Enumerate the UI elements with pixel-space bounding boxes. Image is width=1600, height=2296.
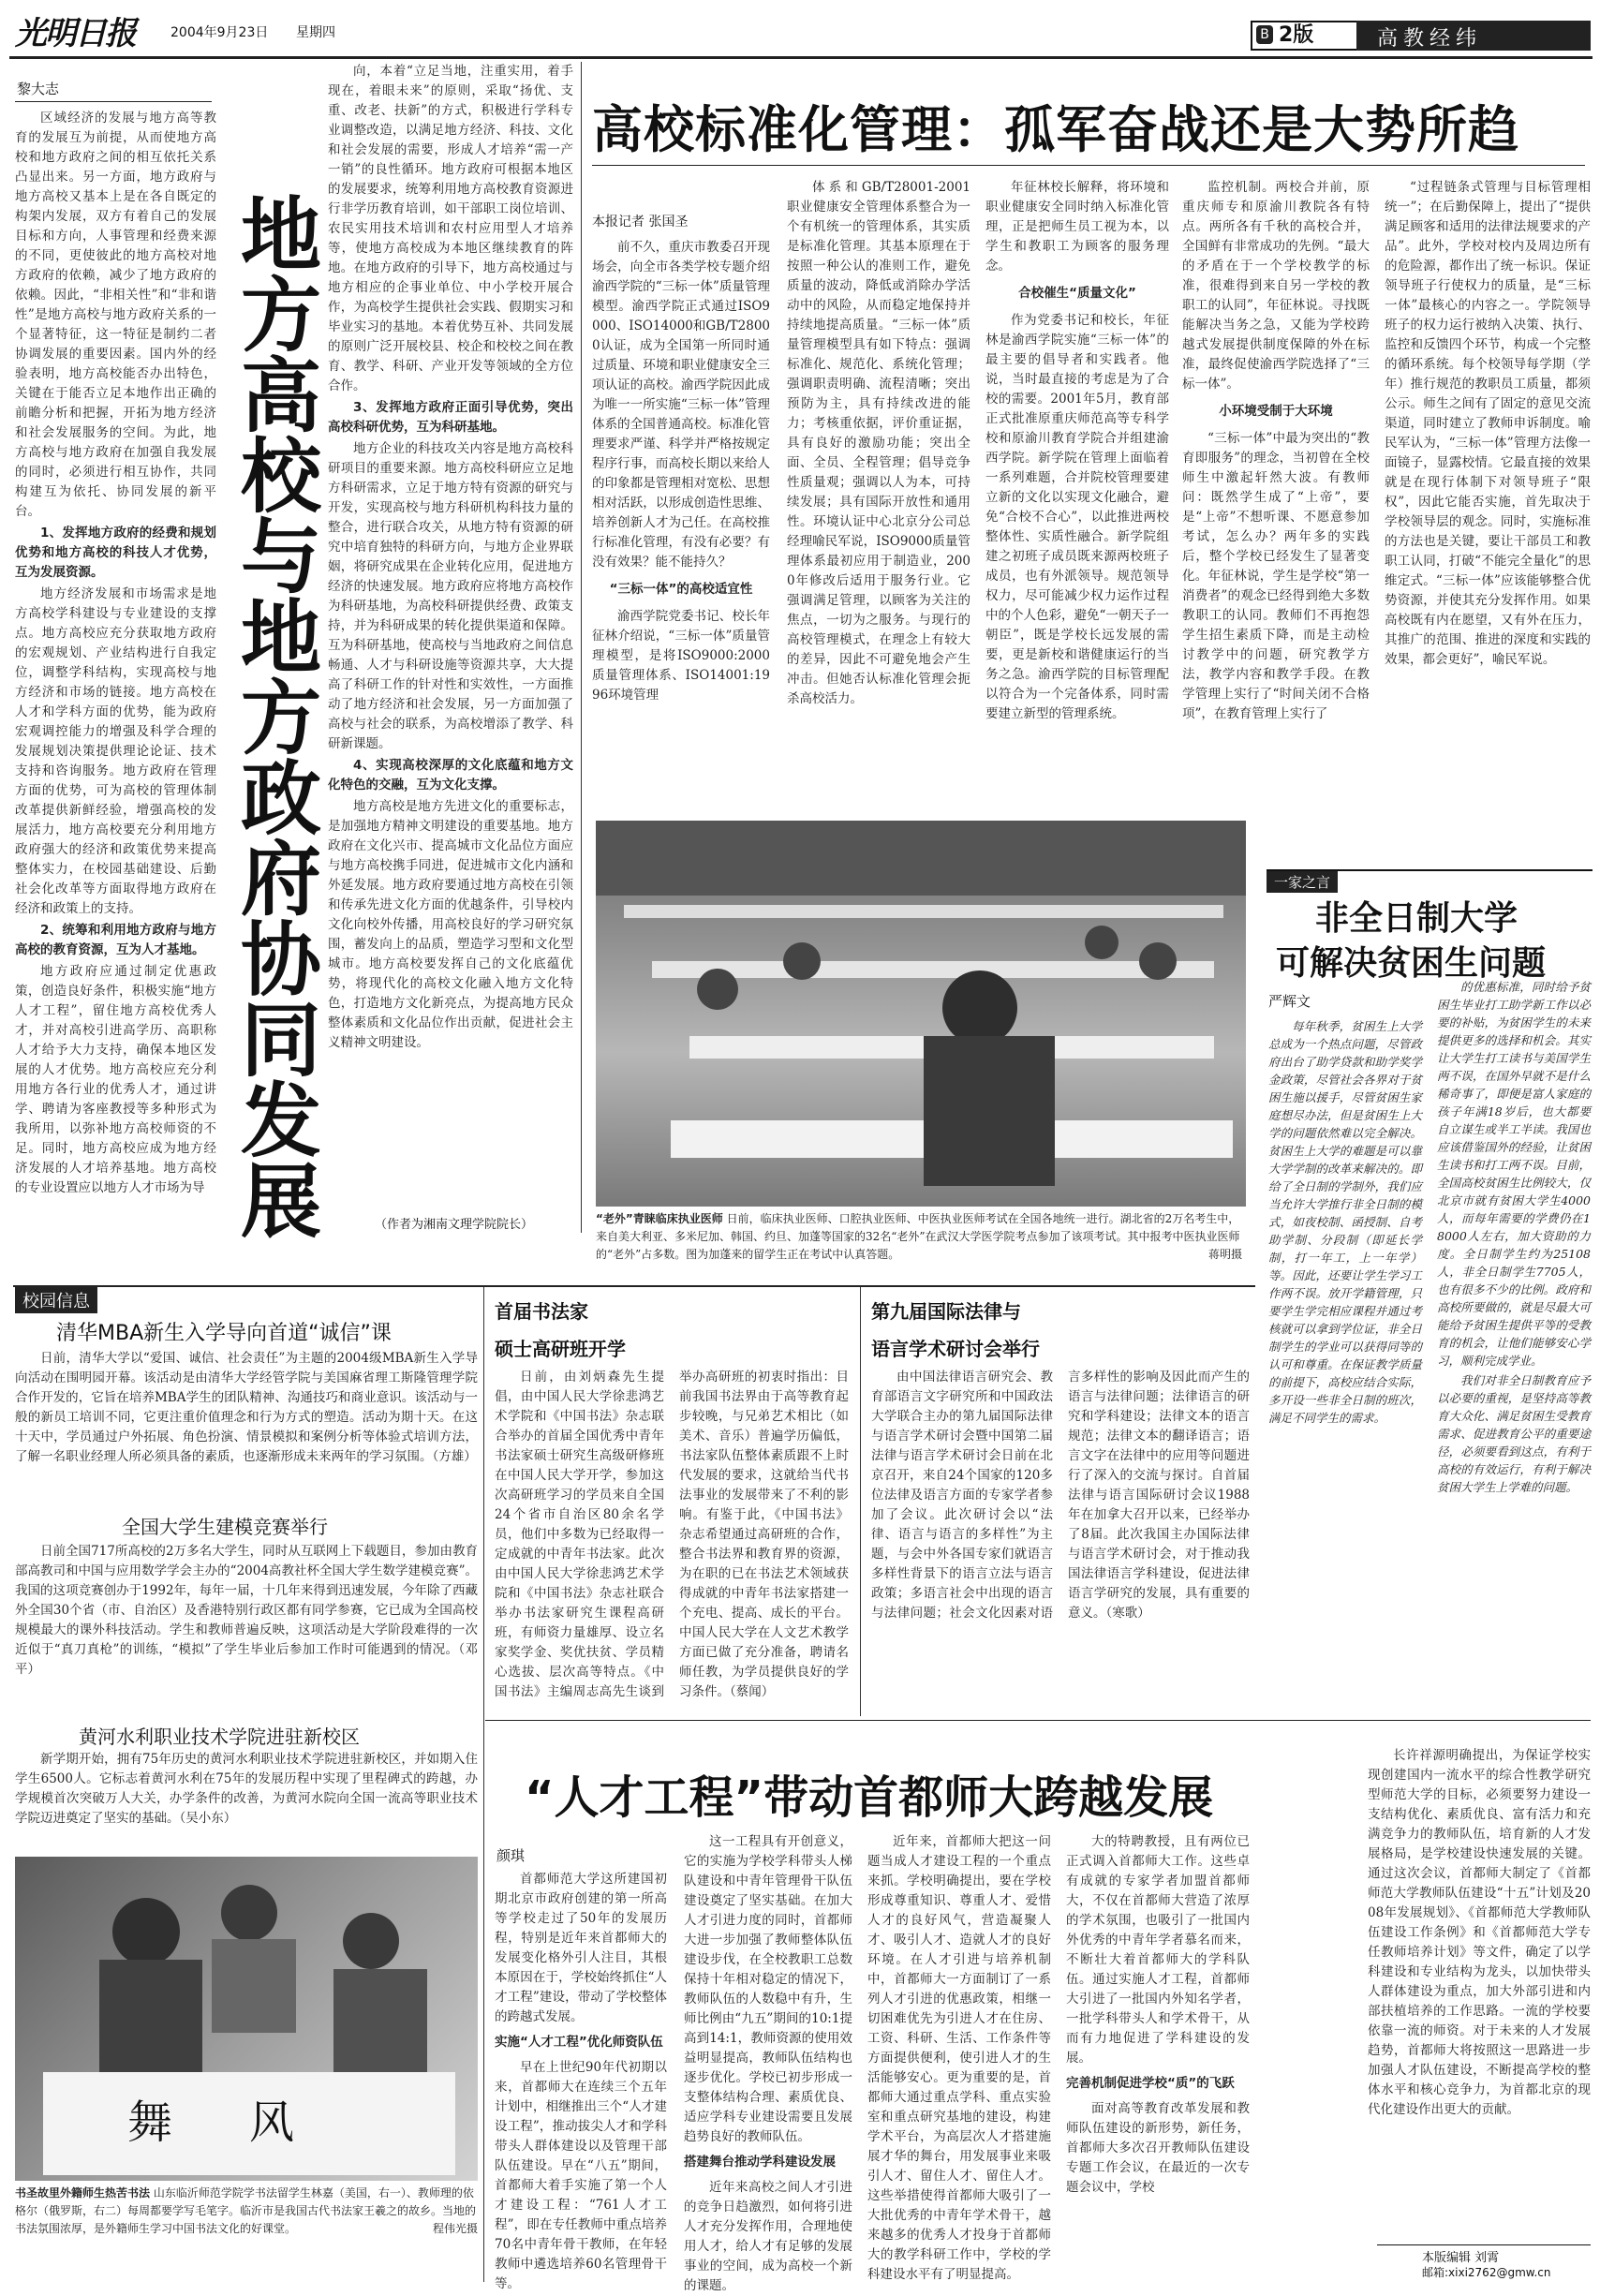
art2-col4-para: “三标一体”中最为突出的“教育即服务”的理念，当初曾在全校师生中激起轩然大波。有教师问：既然学生成了“上帝”，要是“上帝”不想听课、不愿意参加考试，怎么办？两年多的实践后，整个学校已经发生了显著变化。年征林说，学生是学校“第一消费者”的观念已经得到绝大多数教职工的认同。教师们不再抱怨学生招生素质下降，而是主动检讨教学中的问题，研究教学方法，教学内容和教学手段。在教学管理上实行了“时间关闭不合格项”，在教育管理上实行了 (1182, 431, 1370, 721)
art1-col1-para: 区域经济的发展与地方高等教育的发展互为前提，从而使地方高校和地方政府之间的相互依托关系凸显出来。另一方面，地方政府与地方高校又基本上是在各自既定的构架内发展，双方有着自己的发展目标和方向，人事管理和经费来源的不同，更使彼此的地方高校对地方政府的依赖，减少了地方政府的依赖。因此，“非相关性”和“非和谐性”是地方高校与地方政府关系的一个显著特征，这一特征是制约二者协调发展的重要因素。国内外的经验表明，地方高校能否办出特色，关键在于能否立足本地作出正确的前瞻分析和把握，开拓为地方经济和社会发展服务的空间。为此，地方高校与地方政府在加强自我发展的同时，必须进行相互协作，共同构建互为依托、协同发展的新平台。 (15, 111, 216, 519)
art5-headline-2: 语言学术研讨会举行 (871, 1338, 1040, 1360)
art3-col1-para: 每年秋季，贫困生上大学总成为一个热点问题，尽管政府出台了助学贷款和助学奖学金政策，尽管社会各界对于贫困生施以援手，尽管贫困生家庭想尽办法，但是贫困生上大学的问题依然难以完全解决。贫困生上大学的难题是可以靠大学学制的改革来解决的。即给了全日制的学制外，我们应当允许大学推行非全日制的模式，如夜校制、函授制、自考助学制、分段制（即延长学制，打一年工，上一年学）等。因此，还要让学生学习工作两不误。放开学籍管理，只要学生学完相应课程并通过考核就可以拿到学位证，非全日制学生的学业可以获得同等的认可和尊重。在保证教学质量的前提下，高校应结合实际，多开设一些非全日制的班次，满足不同学生的需求。 (1268, 1019, 1422, 1425)
campus-news-2-para: 日前全国717所高校的2万多名大学生，同时从互联网上下载题目，参加由教育部高教司和中国与应用数学学会主办的“2004高教社杯全国大学生数学建模竞赛”。我国的这项竞赛创办于1992年，每年一届，十几年来得到迅速发展，今年除了西藏外全国30个省（市、自治区）及香港特别行政区都有同学参赛，它已成为全国高校规模最大的课外科技活动。学生和教师普遍反映，这项活动是大学阶段难得的一次近似于“真刀真枪”的训练，“模拟”了学生毕业后参加工作时可能遇到的情况。（邓平） (15, 1544, 478, 1677)
art1-subhead-4: 4、实现高校深厚的文化底蕴和地方文化特色的交融，互为文化支撑。 (328, 758, 573, 792)
art6-column-1 (495, 1870, 667, 2291)
page-editor: 本版编辑 刘霄 (1422, 2251, 1500, 2265)
art2-column-3 (985, 178, 1169, 792)
art6-column-2 (684, 1832, 852, 2293)
art2-byline: 本报记者 张国圣 (592, 215, 689, 230)
art5-body (871, 1368, 1250, 1716)
photo-exam-hall-illustration (596, 821, 1246, 1207)
art1-headline: 地方高校与地方政府协同发展 (227, 192, 320, 1239)
art4-headline-1: 首届书法家 (495, 1300, 588, 1323)
art2-col1-para: 渝西学院党委书记、校长年征林介绍说，“三标一体”质量管理模型，是将ISO9000:2000质量管理体系、ISO14001:1996环境管理 (592, 609, 770, 703)
art1-column-2-top (328, 62, 573, 1223)
section-rule (485, 1720, 1591, 1721)
art2-col2-para: 体系和GB/T28001-2001职业健康安全管理体系整合为一个有机统一的管理体系，其实质是标准化管理。其基本原理在于按照一种公认的准则工作，避免质量的波动，降低或消除办学活动中的风险，从而稳定地保持并持续地提高质量。“三标一体”质量管理模型具有如下特点：强调标准化、规范化、系统化管理；强调职责明确、流程清晰；突出预防为主，具有持续改进的能力；考核重依据，评价重证据，具有良好的激励功能；突出全面、全员、全程管理；倡导竞争性质量观；强调以人为本，可持续发展；具有国际开放性和通用性。环境认证中心北京分公司总经理喻民军说，ISO9000质量管理体系最初应用于制造业，2000年修改后适用于服务行业。它强调满足管理，以顾客为关注的焦点，一切为之服务。与现行的高校管理模式，在理念上有较大的差异，因此不可避免地会产生冲击。但她否认标准化管理会扼杀高校活力。 (787, 180, 970, 706)
art6-col2-para: 这一工程具有开创意义，它的实施为学校学科带头人梯队建设和中青年管理骨干队伍建设奠定了坚实基础。在加大人才引进力度的同时，首都师大进一步加强了教师整体队伍建设步伐，在全校教职工总数保持十年相对稳定的情况下，教师队伍的人数稳中有升，生师比例由“九五”期间的10:1提高到14:1，教师资源的使用效益明显提高，教师队伍结构也逐步优化。学校已初步形成一支整体结构合理、素质优良、适应学科专业建设需要且发展趋势良好的教师队伍。 (684, 1834, 852, 2144)
campus-news-1-title: 清华MBA新生入学导向首道“诚信”课 (56, 1322, 392, 1345)
art6-col1-para: 早在上世纪90年代初期以来，首都师大在连续三个五年计划中，相继推出三个“人才建设工程”，推动拔尖人才和学科带头人群体建设以及管理干部队伍建设。早在“八五”期间，首都师大着手实施了第一个人才建设工程：“761人才工程”，即在专任教师中重点培养70名中青年骨干教师，在年轻教师中遴选培养60名管理骨干等。 (495, 2060, 667, 2291)
photo-calligraphy-illustration (15, 1857, 478, 2181)
art3-headline-2: 可解决贫困生问题 (1276, 944, 1547, 983)
art2-column-5 (1385, 178, 1591, 792)
art1-subhead-3: 3、发挥地方政府正面引导优势，突出高校科研优势，互为科研基地。 (328, 400, 573, 435)
campus-news-1-body (15, 1349, 478, 1508)
art6-subhead-1: 实施“人才工程”优化师资队伍 (495, 2035, 663, 2050)
art1-author: 黎大志 (17, 81, 60, 97)
section-name: 高教经纬 (1377, 27, 1483, 51)
art3-author: 严辉文 (1268, 993, 1311, 1010)
art6-column-5 (1368, 1746, 1591, 2239)
art2-col3-para: 年征林校长解释，将环境和职业健康安全同时纳入标准化管理，正是把师生员工视为本，以学生和教职工为顾客的服务理念。 (985, 180, 1169, 274)
art1-col2-para: 地方高校是地方先进文化的重要标志，是加强地方精神文明建设的重要基地。地方政府在文化兴市、提高城市文化品位方面应与地方高校携手同进，促进城市文化内涵和外延发展。地方政府要通过地方高校在引领和传承先进文化方面的优越条件，引导校内文化向校外传播，用高校良好的学习研究氛围，蓄发向上的品质，塑造学习型和文化型城市。地方高校要发挥自己的文化底蕴优势，将现代化的高校文化融入地方文化特色，打造地方文化新亮点，为提高地方民众整体素质和文化品位作出贡献，促进社会主义精神文明建设。 (328, 799, 573, 1050)
photo2-caption (15, 2185, 478, 2282)
art1-col2-para: 地方企业的科技攻关内容是地方高校科研项目的重要来源。地方高校科研应立足地方科研需求，立足于地方特有资源的研究与开发，实现高校与地方科研机构科技力量的整合，进行联合攻关，从地方特有资源的研究中培育独特的科研方向，与地方企业界联姻，将研究成果在企业转化应用，促进地方经济的快速发展。地方政府应将地方高校作为科研基地，为高校科研提供经费、政策支持，并为科研成果的转化提供渠道和保障。互为科研基地，使高校与当地政府之间信息畅通、人才与科研设施等资源共享，大大提高了科研工作的针对性和实效性，一方面推动了地方经济和社会发展，另一方面加强了高校与社会的联系，为高校增添了教学、科研新课题。 (328, 441, 573, 751)
campus-news-3-body (15, 1750, 478, 1847)
art1-column-1 (15, 109, 216, 1233)
photo-calligraphy (15, 1857, 478, 2181)
art6-col5-para: 长许祥源明确提出，为保证学校实现创建国内一流水平的综合性教学研究型师范大学的目标，必须要努力建设一支结构优化、素质优良、富有活力和充满竞争力的教师队伍，培育新的人才发展格局，是学校建设快速发展的关键。通过这次会议，首都师大制定了《首都师范大学教师队伍建设“十五”计划及2008年发展规划》、《首都师范大学教师队伍建设工作条例》和《首都师范大学专任教师培养计划》等文件，确定了以学科建设和专业结构为龙头，以加快带头人群体建设为重点，加大外部引进和内部扶植培养的工作思路。一流的学校要依靠一流的师资。对于未来的人才发展趋势，首都师大将按照这一思路进一步加强人才队伍建设，不断提高学校的整体水平和核心竞争力，为首都北京的现代化建设作出更大的贡献。 (1368, 1748, 1591, 2117)
art2-col5-para: “过程链条式管理与目标管理相统一”；在后勤保障上，提出了“提供满足顾客和适用的法律法规要求的产品”。此外，学校对校内及周边所有的危险源，都作出了统一标识。保证领导班子行使权力的质量，是“三标一体”最核心的内容之一。学院领导班子的权力运行被纳入决策、执行、监控和反馈四个环节，构成一个完整的循环系统。每个校领导每学期（学年）推行规范的教职员工质量，都须公示。师生之间有了固定的意见交流渠道，同时建立了教师申诉制度。喻民军认为，“三标一体”管理方法像一面镜子，显露校情。它最直接的效果就是在现行体制下对领导班子“限权”，因此它能否实施，首先取决于学校领导层的观念。同时，实施标准的方法也是关键，要让干部员工和教职工认同，打破“不能完全量化”的思维定式。“三标一体”应该能够整合优势资源，并使其充分发挥作用。如果高校既有内在愿望，又有外在压力，其推广的范围、推进的深度和实践的效果，都会更好”，喻民军说。 (1385, 180, 1591, 667)
art6-col4-para: 面对高等教育改革发展和教师队伍建设的新形势，新任务，首都师大多次召开教师队伍建设专题工作会议，在最近的一次专题会议中，学校 (1066, 2101, 1250, 2195)
art1-col1-para: 地方经济发展和市场需求是地方高校学科建设与专业建设的支撑点。地方高校应充分获取地方政府的宏观规划、产业结构进行自我定位，调整学科结构，实现高校与地方经济和市场的链接。地方高校在人才和学科方面的优势，能为政府宏观调控能力的增强及科学合理的发展规划决策提供理论论证、技术支持和咨询服务。地方政府在管理方面的优势，可为高校的管理体制改革提供新鲜经验，增强高校的发展活力，地方高校要充分利用地方政府强大的经济和政策优势来提高整体实力，在校园基础建设、后勤社会化改革等方面取得地方政府在经济和政策上的支持。 (15, 586, 216, 916)
section-letter-badge: B (1256, 25, 1273, 44)
art1-footer: （作者为湘南文理学院院长） (375, 1218, 534, 1232)
campus-tag: 校园信息 (15, 1287, 97, 1313)
art2-column-1 (592, 238, 770, 792)
art2-col4-para: 监控机制。两校合并前，原重庆师专和原渝川教院各有特点。两所各有千秋的高校合并，全国鲜有非常成功的先例。“最大的矛盾在于一个学校教学的标准，很难得到来自另一学校的教职工的认同”，年征林说。寻找既能解决当务之急，又能为学校跨越式发展提供制度保障的外在标准，最终促使渝西学院选择了“三标一体”。 (1182, 180, 1370, 392)
photo1-credit: 蒋明摄 (1207, 1248, 1242, 1261)
art1-col2-para: 向，本着“立足当地，注重实用，着手现在，着眼未来”的原则，采取“扬优、支重、改老、扶新”的方式，积极进行学科专业调整改造，以满足地方经济、科技、文化和社会发展的需要，形成人才培养“需一产一销”的良性循环。地方政府可根据本地区的发展要求，统筹利用地方高校教育资源进行非学历教育培训，如干部职工岗位培训、农民实用技术培训和农村应用型人才培养等，使地方高校成为本地区继续教育的阵地。在地方政府的引导下，地方高校通过与地方相应的企事业单位、中小学校开展合作，为高校学生提供社会实践、假期实习和毕业实习的基地。本着优势互补、共同发展的原则广泛开展校县、校企和校校之间在教育、教学、科研、产业开发等领域的全方位合作。 (328, 64, 573, 393)
art1-subhead-2: 2、统筹和利用地方政府与地方高校的教育资源，互为人才基地。 (15, 923, 216, 957)
art2-col3-para: 作为党委书记和校长，年征林是渝西学院实施“三标一体”的最主要的倡导者和实践者。他说，当时最直接的考虑是为了合校的需要。2001年5月，教育部正式批准原重庆师范高等专科学校和原渝川教育学院合并组建渝西学院。新学院在管理上面临着一系列难题，合并院校管理要建立新的文化以实现文化融合，避免“合校不合心”，以此推进两校整体性、实质性融合。新学院组建之初班子成员既来源两校班子成员，也有外派领导。规范领导权力，尽可能减少权力运作过程中的个人色彩，避免“一朝天子一朝臣”，既是学校长远发展的需要，更是新校和谐健康运行的当务之急。渝西学院的目标管理配以符合为一个完备体系，同时需要建立新型的管理系统。 (985, 313, 1169, 721)
page-number-box (1251, 21, 1359, 51)
art2-headline-rule (592, 165, 1585, 166)
art6-subhead-3: 完善机制促进学校“质”的飞跃 (1066, 2076, 1235, 2091)
photo1-caption-text: 日前，临床执业医师、口腔执业医师、中医执业医师考试在全国各地统一进行。湖北省的2万名考生中，来自美大利亚、多米尼加、韩国、约旦、加蓬等国家的32名“老外”在武汉大学医学院考点参加了该项考试。其中报考中医执业医师的“老外”占多数。图为加蓬来的留学生正在考试中认真答题。 (596, 1212, 1240, 1261)
art2-column-4 (1182, 178, 1370, 792)
art1-subhead-1: 1、发挥地方政府的经费和规划优势和地方高校的科技人才优势，互为发展资源。 (15, 526, 216, 580)
art2-col1-para: 前不久，重庆市教委召开现场会，向全市各类学校专题介绍渝西学院的“三标一体”质量管理模型。渝西学院正式通过ISO9000、ISO14000和GB/T28000认证，成为全国第一所同时通过质量、环境和职业健康安全三项认证的高校。渝西学院因此成为唯一一所实施“三标一体”管理体系的全国普通高校。标准化管理要求严谨、科学并严格按规定程序行事，而高校长期以来给人的印象都是管理相对宽松、思想相对活跃，以形成创造性思维、培养创新人才为己任。在高校推行标准化管理，有没有必要？有没有效果？能不能持久？ (592, 240, 770, 570)
art6-col4-para: 大的特聘教授，且有两位已正式调入首都师大工作。这些卓有成就的专家学者加盟首都师大，不仅在首都师大营造了浓厚的学术氛围，也吸引了一批国内外优秀的中青年学者慕名而来，不断壮大着首都师大的学科队伍。通过实施人才工程，首都师大引进了一批国内外知名学者，一批学科带头人和学术骨干，从而有力地促进了学科建设的发展。 (1066, 1834, 1250, 2066)
art2-subhead-2: 合校催生“质量文化” (1018, 286, 1136, 301)
art2-subhead-1: “三标一体”的高校适宜性 (609, 582, 753, 597)
art6-column-4 (1066, 1832, 1250, 2282)
art3-headline-1: 非全日制大学 (1315, 899, 1519, 938)
art2-subhead-3: 小环境受制于大环境 (1219, 404, 1333, 419)
issue-date: 2004年9月23日 (170, 25, 269, 40)
art1-col1-para: 地方政府应通过制定优惠政策，创造良好条件，积极实施“地方人才工程”，留住地方高校优秀人才，并对高校引进高学历、高职称人才给予大力支持，确保本地区发展的人才优势。地方高校应充分利用地方各行业的优秀人才，通过讲学、聘请为客座教授等多种形式为我所用，以弥补地方高校师资的不足。同时，地方高校应成为地方经济发展的人才培养基地。地方高校的专业设置应以地方人才市场为导 (15, 964, 216, 1195)
art3-tag: 一家之言 (1267, 871, 1338, 893)
art5-headline-1: 第九届国际法律与 (871, 1300, 1021, 1323)
photo2-caption-text: 山东临沂师范学院学书法留学生林嘉（美国，右一）、教师理的依格尔（俄罗斯，右二）每周都要学写毛笔字。临沂市是我国古代书法家王羲之的故乡。当地的书法氛围浓厚，是外籍师生学习中国书法文化的好课堂。 (15, 2186, 477, 2235)
art6-headline: “人才工程”带动首都师大跨越发展 (525, 1771, 1214, 1824)
section-name-box (1356, 21, 1591, 51)
art3-column-2 (1437, 978, 1591, 1739)
art6-col3-para: 近年来，首都师大把这一问题当成人才建设工程的一个重点来抓。学校明确提出，要在学校形成尊重知识、尊重人才、爱惜人才的良好风气，营造凝聚人才、吸引人才、造就人才的良好环境。在人才引进与培养机制中，首都师大一方面制订了一系列人才引进的优惠政策，相继一切困难优先为引进人才在住房、工资、科研、生活、工作条件等方面提供便利，使引进人才的生活能够安心。更为重要的是，首都师大通过重点学科、重点实验室和重点研究基地的建设，构建学术平台，为高层次人才搭建施展才华的舞台，用发展事业来吸引人才、留住人才、留住人才。这些举措使得首都师大吸引了一大批优秀的中青年学术骨干，越来越多的优秀人才投身于首都师大的教学科研工作中，学校的学科建设水平有了明显提高。 (867, 1834, 1051, 2282)
campus-news-3-para: 新学期开始，拥有75年历史的黄河水利职业技术学院进驻新校区，并如期入住学生6500人。它标志着黄河水利在75年的发展历程中实现了里程碑式的跨越，办学规模首次突破万人大关，办学条件的改善，为黄河水院向全国一流高等职业技术学院迈进奠定了坚实的基础。（吴小东） (15, 1752, 478, 1826)
art3-col2-para: 的优惠标准，同时给予贫困生毕业打工助学新工作以必要的补贴，为贫困学生的未来提供更多的选择和机会。其实让大学生打工读书与美国学生两不误，在国外早就不是什么稀奇事了，即便是富人家庭的孩子年满18岁后，也大都要自立谋生或半工半读。我国也应该借鉴国外的经验，让贫困生读书和打工两不误。目前，全国高校贫困生比例较大，仅北京市就有贫困大学生4000人，而每年需要的学费仍在18000人左右，加大资助的力度。全日制学生约为25108人，非全日制学生7705人，也有很多不少的比例。政府和高校所要做的，就是尽最大可能给予贫困生提供平等的受教育的机会，让他们能够安心学习，顺利完成学业。 (1437, 980, 1591, 1368)
photo-exam-hall (596, 821, 1246, 1207)
newspaper-logo: 光明日报 (15, 15, 135, 52)
art6-column-3 (867, 1832, 1051, 2282)
page-footer (1377, 2244, 1591, 2283)
photo1-caption-lead: “老外”青睐临床执业医师 (596, 1212, 723, 1225)
art3-tag-box (1267, 869, 1593, 892)
art2-column-2 (787, 178, 970, 792)
art1-author-rule (15, 101, 212, 102)
art4-body (495, 1368, 849, 1716)
svg-text:风: 风 (249, 2096, 295, 2149)
art3-col3-para: 我们对非全日制教育应予以必要的重视，是坚持高等教育大众化、满足贫困生受教育需求、促进教育公平的重要途径，必须要看到这点，有利于高校的有效运行，有利于解决贫困大学生上学难的问题。 (1437, 1373, 1591, 1494)
art6-author: 颜琪 (496, 1847, 526, 1864)
column-divider (483, 1287, 484, 2282)
page-number: 2版 (1279, 23, 1314, 47)
photo2-caption-lead: 书圣故里外籍师生热苦书法 (15, 2186, 151, 2200)
issue-weekday: 星期四 (296, 25, 335, 40)
art4-headline-2: 硕士高研班开学 (495, 1338, 626, 1360)
photo2-credit: 程伟光摄 (432, 2222, 478, 2235)
column-divider (860, 1287, 861, 1716)
art3-column-1 (1268, 1017, 1422, 1739)
campus-news-2-title: 全国大学生建模竞赛举行 (122, 1516, 328, 1538)
campus-tag-box (15, 1287, 483, 1310)
campus-news-1-para: 日前，清华大学以“爱国、诚信、社会责任”为主题的2004级MBA新生入学导向活动在围明园开幕。该活动是由清华大学经管学院与美国麻省理工斯隆管理学院合作开发的，它旨在培养MBA学生的团队精神、沟通技巧和商业意识。该活动与一般的新员工培训不同，它更注重价值理念和行为方式的塑造。活动为期十天。在这十天中，学员通过户外拓展、角色扮演、情景模拟和案例分析等体验式培训方法，了解一名职业经理人所必须具备的素质，也逐渐形成未来两年的学习氛围。（方雄） (15, 1351, 478, 1464)
art4-para: 日前，由刘炳森先生提倡，由中国人民大学徐悲鸿艺术学院和《中国书法》杂志联合举办的首届全国优秀中青年书法家硕士研究生高级研修班在中国人民大学开学，参加这次高研班学习的学员来自全国24个省市自治区80余名学员，他们中多数为已经取得一定成就的中青年书法家。此次由中国人民大学徐悲鸿艺术学院和《中国书法》杂志社联合举办书法家研究生课程高研班，有师资力量雄厚、设立名家奖学金、奖优扶贫、学员精心选拔、层次高等特点。《中国书法》主编周志高先生谈到举办高研班的初衷时指出：目前我国书法界由于高等教育起步较晚，与兄弟艺术相比（如美术、音乐）普遍学历偏低，书法家队伍整体素质跟不上时代发展的要求，这就给当代书法事业的发展带来了不利的影响。有鉴于此，《中国书法》杂志希望通过高研班的合作，整合书法界和教育界的资源，为在职的已在书法艺术领域获得成就的中青年书法家搭建一个充电、提高、成长的平台。中国人民大学在人文艺术教学方面已做了充分准备，聘请名师任教，为学员提供良好的学习条件。（蔡闻） (495, 1370, 849, 1699)
art5-para: 由中国法律语言研究会、教育部语言文字研究所和中国政法大学联合主办的第九届国际法律与语言学术研讨会暨中国第二届法律与语言学术研讨会日前在北京召开，来自24个国家的120多位法律及语言方面的专家学者参加了会议。此次研讨会以“法律、语言与语言的多样性”为主题，与会中外各国专家们就语言多样性背景下的语言立法与语言政策；多语言社会中出现的语言与法律问题；社会文化因素对语言多样性的影响及因此而产生的语言与法律问题；法律语言的研究和学科建设；法律文本的语言规范；法律文本的翻译语言；语言文字在法律中的应用等问题进行了深入的交流与探讨。自首届法律与语言国际研讨会议1988年在加拿大召开以来，已经举办了8届。此次我国主办国际法律与语言学术研讨会，对于推动我国法律语言学科建设，促进法律语言学研究的发展，具有重要的意义。（寒歌） (871, 1370, 1250, 1621)
campus-news-3-title: 黄河水利职业技术学院进驻新校区 (79, 1726, 360, 1748)
art6-col1-para: 首都师范大学这所建国初期北京市政府创建的第一所高等学校走过了50年的发展历程，特别是近年来首都师大的发展变化格外引人注目，其根本原因在于，学校始终抓住“人才工程”建设，带动了学校整体的跨越式发展。 (495, 1872, 667, 2024)
masthead-rule (9, 56, 1593, 59)
column-divider (581, 62, 582, 1233)
photo1-caption (596, 1210, 1242, 1283)
page-email: 邮箱:xixi2762@gmw.cn (1422, 2266, 1551, 2279)
art6-subhead-2: 搭建舞台推动学科建设发展 (684, 2155, 836, 2170)
svg-text:舞: 舞 (127, 2096, 173, 2149)
masthead (0, 0, 1600, 58)
campus-news-2-body (15, 1542, 478, 1716)
art2-headline: 高校标准化管理：孤军奋战还是大势所趋 (592, 100, 1519, 159)
art6-col2-para: 近年来高校之间人才引进的竞争日趋激烈，如何将引进人才充分发挥作用，合理地使用人才，给人才有足够的发展事业的空间，成为高校一个新的课题。 (684, 2180, 852, 2293)
